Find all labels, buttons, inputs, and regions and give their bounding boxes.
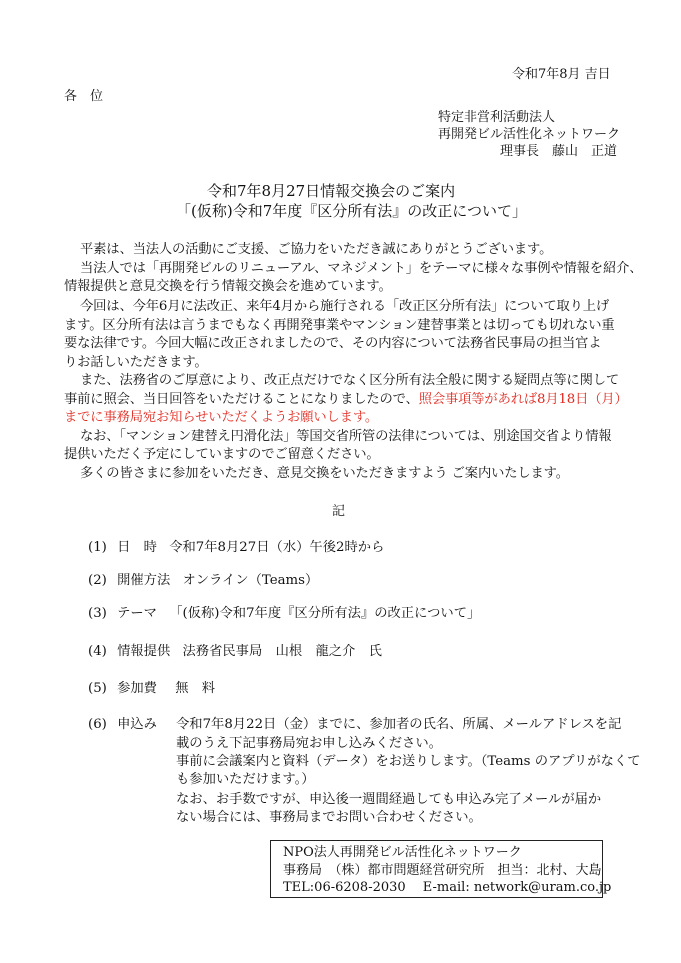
item-value: オンライン（Teams）	[182, 573, 319, 588]
item-datetime	[88, 540, 384, 556]
item-number: (1)	[88, 540, 107, 555]
application-line-2: 載のうえ下記事務局宛お申し込みください。	[176, 736, 442, 751]
paragraph-5-line-1: なお、「マンション建替え円滑化法」等国交省所管の法律については、別途国交省より情報	[80, 429, 612, 444]
item-label: 参加費	[117, 681, 157, 696]
item-label: 申込み	[117, 717, 157, 732]
signatory: 理事長 藤山 正道	[500, 144, 618, 159]
paragraph-3-line-4: りお話しいただきます。	[64, 355, 208, 370]
paragraph-2-line-1: 当法人では「再開発ビルのリニューアル、マネジメント」をテーマに様々な事例や情報を紹介、	[80, 261, 643, 276]
item-number: (5)	[88, 681, 107, 696]
application-line-4: も参加いただけます。）	[176, 772, 315, 787]
item-value: 無 料	[175, 681, 216, 696]
item-value: 令和7年8月27日（水）午後2時から	[169, 540, 385, 555]
item-number: (2)	[88, 573, 107, 588]
org-type: 特定非営利活動法人	[438, 110, 556, 125]
paragraph-2-line-2: 情報提供と意見交換を行う情報交換会を進めています。	[64, 279, 392, 294]
item-info-provider	[88, 644, 382, 660]
paragraph-3-line-1: 今回は、今年6月に法改正、来年4月から施行される「改正区分所有法」について取り上げ	[80, 299, 610, 314]
application-line-5: なお、お手数ですが、申込後一週間経過しても申込み完了メールが届か	[176, 792, 602, 807]
highlighted-request: までに事務局宛お知らせいただくようお願いします。	[64, 410, 379, 425]
application-line-3: 事前に会議案内と資料（データ）をお送りします。（Teams のアプリがなくて	[176, 754, 641, 769]
title-line-2: 「(仮称)令和7年度『区分所有法』の改正について」	[176, 202, 527, 220]
item-application	[88, 717, 157, 733]
item-number: (6)	[88, 717, 107, 732]
issue-date: 令和7年8月 吉日	[512, 67, 611, 82]
contact-box	[270, 840, 612, 898]
org-name: 再開発ビル活性化ネットワーク	[438, 127, 621, 142]
paragraph-5-line-2: 提供いただく予定にしていますのでご留意ください。	[64, 447, 380, 462]
item-label: 日 時	[117, 540, 157, 555]
item-value: 「(仮称)令和7年度『区分所有法』の改正について」	[169, 606, 481, 621]
item-value: 法務省民事局 山根 龍之介 氏	[182, 644, 382, 659]
item-number: (3)	[88, 606, 107, 621]
title-line-1: 令和7年8月27日情報交換会のご案内	[207, 182, 456, 200]
item-label: テーマ	[117, 606, 157, 621]
application-line-6: ない場合には、事務局までお問い合わせください。	[176, 810, 482, 825]
addressee: 各 位	[64, 89, 104, 104]
contact-org: NPO法人再開発ビル活性化ネットワーク	[283, 845, 522, 860]
paragraph-1: 平素は、当法人の活動にご支援、ご協力をいただき誠にありがとうございます。	[80, 242, 553, 257]
paragraph-4-line-1: また、法務省のご厚意により、改正点だけでなく区分所有法全般に関する疑問点等に関して	[80, 373, 620, 388]
paragraph-4-line-2	[64, 392, 628, 408]
paragraph-3-line-3: 要な法律です。今回大幅に改正されましたので、その内容について法務省民事局の担当官よ	[64, 336, 602, 351]
contact-office: 事務局 （株）都市問題経営研究所 担当：北村、大島	[283, 863, 602, 878]
highlighted-deadline: 照会事項等があれば8月18日（月）	[418, 392, 628, 407]
item-label: 開催方法	[117, 573, 171, 588]
paragraph-4-line-2-text: 事前に照会、当日回答をいただけることになりましたので、	[64, 392, 419, 407]
item-fee	[88, 681, 215, 697]
item-label: 情報提供	[117, 644, 171, 659]
application-line-1: 令和7年8月22日（金）までに、参加者の氏名、所属、メールアドレスを記	[176, 717, 622, 732]
paragraph-3-line-2: ます。区分所有法は言うまでもなく再開発事業やマンション建替事業とは切っても切れない重	[64, 318, 615, 333]
item-theme	[88, 606, 480, 622]
paragraph-6: 多くの皆さまに参加をいただき、意見交換をいただきますよう ご案内いたします。	[80, 466, 569, 481]
ki-heading: 記	[332, 504, 346, 519]
contact-tel-email: TEL:06-6208-2030 E-mail: network@uram.co.jp	[283, 880, 612, 895]
item-number: (4)	[88, 644, 107, 659]
item-method	[88, 573, 318, 589]
